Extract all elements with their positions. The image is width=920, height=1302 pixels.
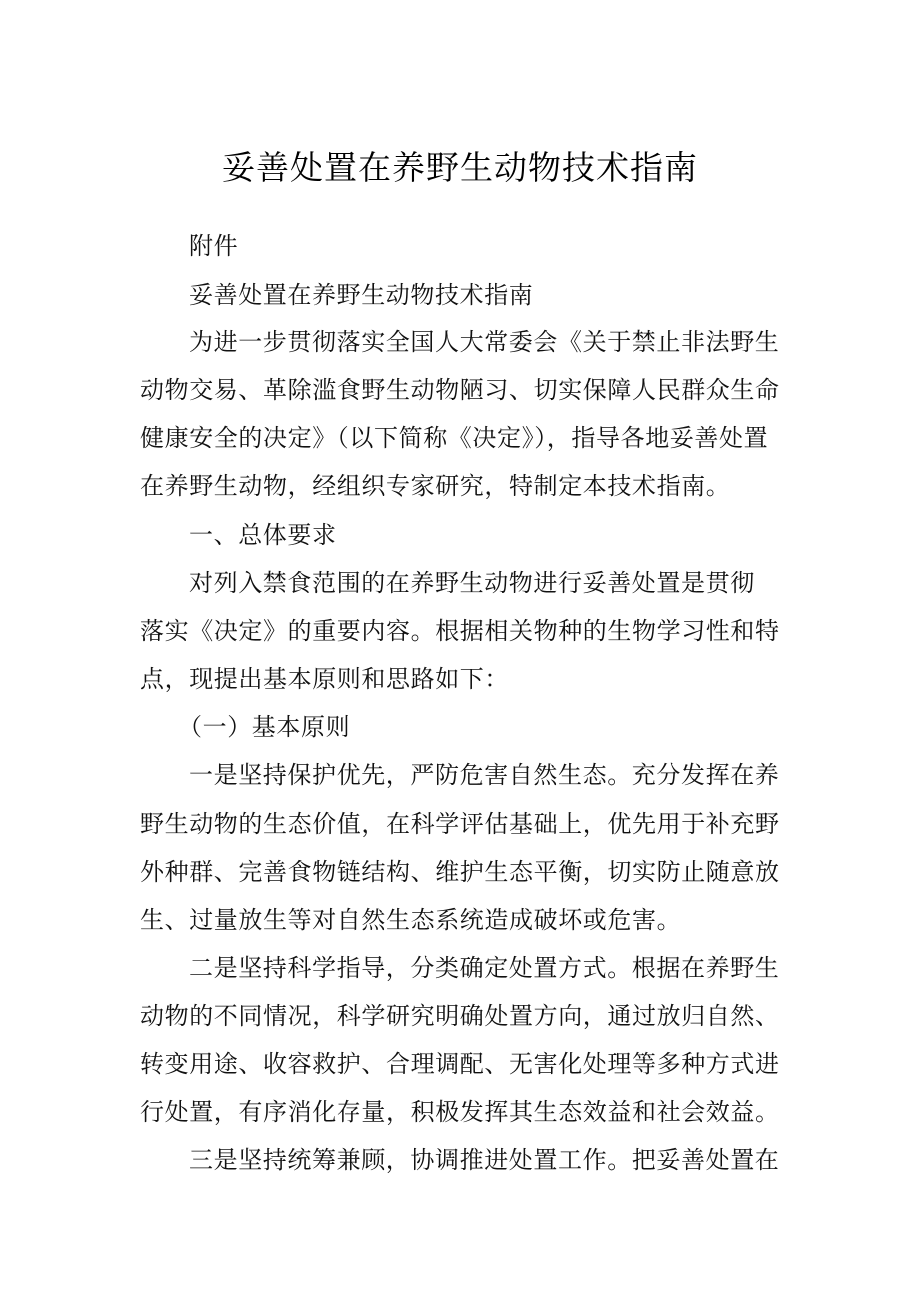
paragraph-line: 在养野生动物，经组织专家研究，特制定本技术指南。 — [140, 472, 731, 500]
document-title: 妥善处置在养野生动物技术指南 — [222, 148, 698, 187]
paragraph-line: 野生动物的生态价值，在科学评估基础上，优先用于补充野 — [140, 810, 780, 838]
paragraph-line: 动物交易、革除滥食野生动物陋习、切实保障人民群众生命 — [140, 376, 780, 404]
attachment-label: 附件 — [189, 232, 239, 260]
section-heading: 一、总体要求 — [189, 521, 337, 549]
paragraph-line: 为进一步贯彻落实全国人大常委会《关于禁止非法野生 — [189, 328, 780, 356]
paragraph-line: 健康安全的决定》（以下简称《决定》），指导各地妥善处置 — [140, 424, 769, 452]
paragraph-line: 一是坚持保护优先，严防危害自然生态。充分发挥在养 — [189, 761, 780, 789]
subsection-heading: （一）基本原则 — [178, 713, 351, 741]
paragraph-line: 生、过量放生等对自然生态系统造成破坏或危害。 — [140, 906, 682, 934]
subtitle: 妥善处置在养野生动物技术指南 — [189, 281, 534, 309]
paragraph-line: 二是坚持科学指导，分类确定处置方式。根据在养野生 — [189, 954, 780, 982]
paragraph-line: 对列入禁食范围的在养野生动物进行妥善处置是贯彻 — [189, 569, 755, 597]
paragraph-line: 点，现提出基本原则和思路如下： — [140, 665, 509, 693]
paragraph-line: 转变用途、收容救护、合理调配、无害化处理等多种方式进 — [140, 1050, 780, 1078]
paragraph-line: 落实《决定》的重要内容。根据相关物种的生物学习性和特 — [140, 617, 780, 645]
paragraph-line: 动物的不同情况，科学研究明确处置方向，通过放归自然、 — [140, 1002, 780, 1030]
paragraph-line: 外种群、完善食物链结构、维护生态平衡，切实防止随意放 — [140, 858, 780, 886]
paragraph-line: 行处置，有序消化存量，积极发挥其生态效益和社会效益。 — [140, 1098, 780, 1126]
paragraph-line: 三是坚持统筹兼顾，协调推进处置工作。把妥善处置在 — [189, 1146, 780, 1174]
